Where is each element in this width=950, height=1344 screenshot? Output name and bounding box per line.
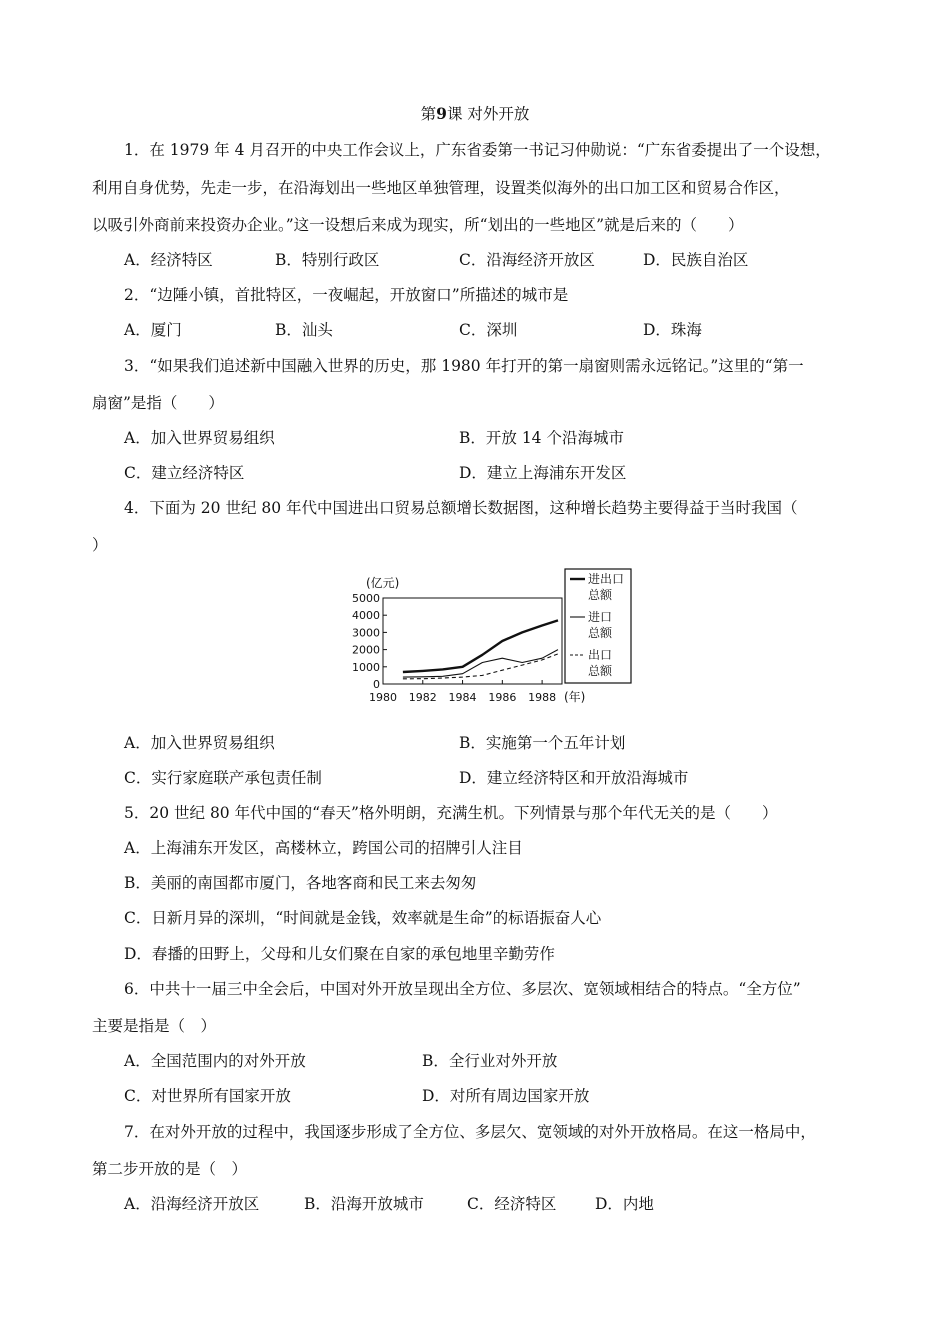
x-tick-label: 1984	[448, 691, 477, 704]
legend-label: 总额	[588, 626, 613, 640]
question-2-option-b: B．汕头	[275, 321, 333, 339]
question-6-line-2: 主要是指是（ ）	[92, 1017, 217, 1035]
chart-xlabel: (年)	[564, 690, 586, 704]
question-6-line-1: 6．中共十一届三中全会后，中国对外开放呈现出全方位、多层次、宽领域相结合的特点。“全方位”	[124, 980, 801, 998]
question-7-option-b: B．沿海开放城市	[304, 1195, 424, 1213]
question-5-option-a: A．上海浦东开发区，高楼林立，跨国公司的招牌引人注目	[124, 839, 523, 857]
x-tick-label: 1986	[488, 691, 517, 704]
question-1-line-1: 1．在 1979 年 4 月召开的中央工作会议上，广东省委第一书记习仲勋说：“广东省委提出了一个设想，	[124, 141, 831, 159]
question-1-option-c: C．沿海经济开放区	[459, 251, 595, 269]
question-6-option-d: D．对所有周边国家开放	[422, 1087, 590, 1105]
y-tick-label: 5000	[352, 592, 380, 605]
y-tick-label: 0	[373, 678, 380, 691]
x-tick-label: 1982	[408, 691, 437, 704]
question-4-option-d: D．建立经济特区和开放沿海城市	[459, 769, 689, 787]
legend-label: 总额	[588, 664, 613, 678]
page-title: 第9课 对外开放	[420, 104, 530, 123]
question-3-option-c: C．建立经济特区	[124, 464, 245, 482]
question-7-line-1: 7．在对外开放的过程中，我国逐步形成了全方位、多层欠、宽领域的对外开放格局。在这一格局中，	[124, 1123, 816, 1141]
x-tick-label: 1988	[528, 691, 557, 704]
trade-growth-chart	[340, 565, 640, 710]
legend-label: 进出口	[588, 572, 625, 586]
question-4-option-c: C．实行家庭联产承包责任制	[124, 769, 322, 787]
series-line-total	[403, 620, 558, 672]
chart-ylabel: (亿元)	[366, 576, 400, 590]
question-6-option-a: A．全国范围内的对外开放	[124, 1052, 306, 1070]
question-1-option-d: D．民族自治区	[643, 251, 749, 269]
question-1-line-2: 利用自身优势，先走一步，在沿海划出一些地区单独管理，设置类似海外的出口加工区和贸易合作区，	[92, 179, 790, 197]
question-4-option-a: A．加入世界贸易组织	[124, 734, 275, 752]
question-2-option-c: C．深圳	[459, 321, 518, 339]
question-5-option-c: C．日新月异的深圳，“时间就是金钱，效率就是生命”的标语振奋人心	[124, 909, 602, 927]
question-1-option-a: A．经济特区	[124, 251, 213, 269]
y-tick-label: 4000	[352, 609, 380, 623]
question-3-option-a: A．加入世界贸易组织	[124, 429, 275, 447]
question-7-option-c: C．经济特区	[467, 1195, 557, 1213]
legend-label: 进口	[588, 610, 613, 624]
question-7-option-d: D．内地	[595, 1195, 654, 1213]
legend-label: 出口	[588, 648, 613, 662]
question-4-line-1: 4．下面为 20 世纪 80 年代中国进出口贸易总额增长数据图，这种增长趋势主要得益于当时我国（	[124, 499, 798, 517]
question-7-option-a: A．沿海经济开放区	[124, 1195, 260, 1213]
question-3-line-1: 3．“如果我们追述新中国融入世界的历史，那 1980 年打开的第一扇窗则需永远铭记。”这里的“第一	[124, 357, 804, 375]
question-5-option-d: D．春播的田野上，父母和儿女们聚在自家的承包地里辛勤劳作	[124, 945, 555, 963]
question-3-option-d: D．建立上海浦东开发区	[459, 464, 627, 482]
question-3-option-b: B．开放 14 个沿海城市	[459, 429, 624, 447]
question-5-line-1: 5．20 世纪 80 年代中国的“春天”格外明朗，充满生机。下列情景与那个年代无关的是（ ）	[124, 804, 778, 822]
question-6-option-c: C．对世界所有国家开放	[124, 1087, 291, 1105]
series-line-import	[403, 650, 558, 678]
x-tick-label: 1980	[369, 691, 397, 704]
question-6-option-b: B．全行业对外开放	[422, 1052, 558, 1070]
question-4-line-2: ）	[92, 536, 108, 554]
question-1-line-3: 以吸引外商前来投资办企业。”这一设想后来成为现实，所“划出的一些地区”就是后来的（ ）	[92, 216, 744, 234]
question-7-line-2: 第二步开放的是（ ）	[92, 1160, 248, 1178]
question-2-option-a: A．厦门	[124, 321, 182, 339]
question-1-option-b: B．特别行政区	[275, 251, 380, 269]
y-tick-label: 2000	[352, 643, 380, 657]
question-5-option-b: B．美丽的南国都市厦门，各地客商和民工来去匆匆	[124, 874, 477, 892]
legend-label: 总额	[588, 588, 613, 602]
y-tick-label: 1000	[352, 660, 380, 674]
y-tick-label: 3000	[352, 626, 380, 640]
question-2-option-d: D．珠海	[643, 321, 702, 339]
question-3-line-2: 扇窗”是指（ ）	[92, 394, 224, 412]
question-2-line-1: 2．“边陲小镇，首批特区，一夜崛起，开放窗口”所描述的城市是	[124, 286, 569, 304]
question-4-option-b: B．实施第一个五年计划	[459, 734, 626, 752]
series-line-export	[403, 654, 558, 679]
